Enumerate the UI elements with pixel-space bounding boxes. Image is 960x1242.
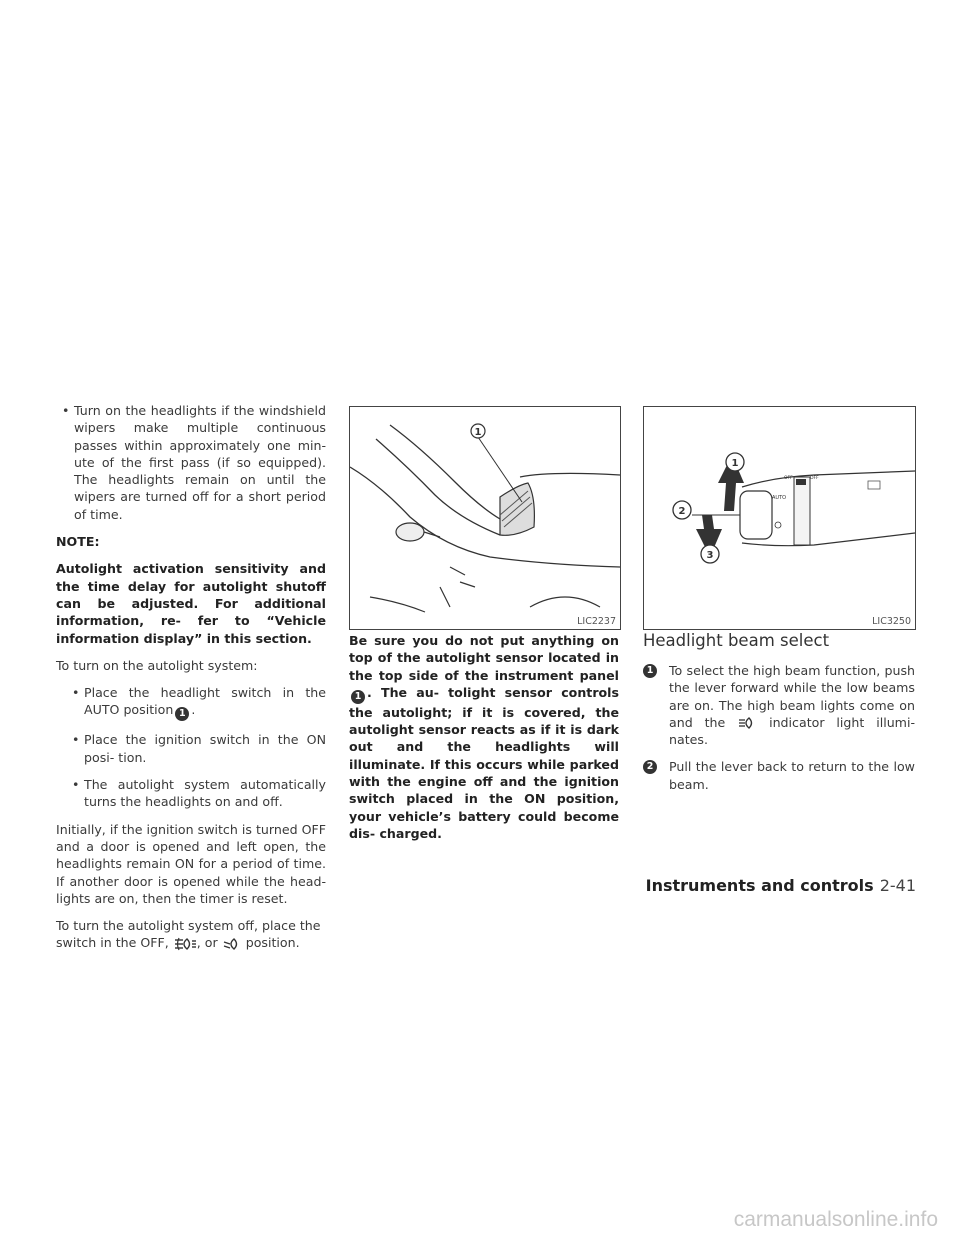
callout-2: 2 <box>678 506 686 517</box>
note-label: NOTE: <box>56 534 100 550</box>
section-heading: Headlight beam select <box>643 631 830 650</box>
callout-1: 1 <box>731 458 739 469</box>
wiper-bullet: • Turn on the headlights if the windshield wipers make multiple continuous passes within approximately one min‐ ute of the first pass (if so equipped). The headlights remain on until the wipers are turned off for a short period of time. <box>62 403 326 522</box>
autolight-off-paragraph: To turn the autolight system off, place the switch in the OFF, , or position. <box>56 918 321 951</box>
figure-headlight-lever <box>643 406 916 630</box>
headlight-lever-illustration <box>644 407 915 629</box>
dashboard-sensor-illustration <box>350 407 620 629</box>
switch-label-off-2: OFF <box>810 476 819 481</box>
figure-autolight-sensor <box>349 406 621 630</box>
footer-section: Instruments and controls <box>645 876 874 895</box>
callout-1-marker: 1 <box>351 690 365 704</box>
headlight-icon <box>222 937 242 951</box>
column-middle <box>349 632 619 852</box>
page-footer <box>646 876 916 895</box>
step-low-beam: 2 Pull the lever back to return to the low beam. <box>643 758 915 793</box>
step-automatic: • The autolight system automatically turns the headlights on and off. <box>72 777 326 810</box>
callout-3: 3 <box>706 550 714 561</box>
step-auto-position: • Place the headlight switch in the AUTO position 1 . <box>72 685 326 720</box>
callout-2-marker: 2 <box>643 760 657 774</box>
timer-paragraph: Initially, if the ignition switch is turned OFF and a door is opened and left open, the headlights remain ON for a period of time. If another door is opened while the head‐ lights are on, then the timer is reset. <box>56 821 326 906</box>
figure-code: LIC3250 <box>872 616 911 627</box>
high-beam-icon <box>737 716 757 730</box>
autolight-intro: To turn on the autolight system: <box>56 657 258 673</box>
column-right <box>643 662 915 803</box>
switch-label-off: OFF <box>784 476 793 481</box>
callout-1-marker: 1 <box>643 664 657 678</box>
sensor-warning: Be sure you do not put anything on top of the autolight sensor located in the top side of the instrument panel1 . The au‐ tolight sensor controls the autolight; if it is covered, the autolight sensor reacts as if it is dark out and the headlights will illuminate. If this occurs while parked with the engine off and the ignition switch placed in the ON position, your vehicle’s battery could become dis‐ charged. <box>349 633 619 841</box>
callout-1: 1 <box>474 427 482 438</box>
callout-1-marker: 1 <box>175 707 189 721</box>
figure-code: LIC2237 <box>577 616 616 627</box>
step-high-beam: 1 To select the high beam function, push the lever forward while the low beams are on. The high beam lights come on and the indicator light illumi‐ nates. <box>643 662 915 748</box>
column-left <box>56 402 326 962</box>
note-text: Autolight activation sensitivity and the time delay for autolight shutoff can be adjusted. For additional information, re‐ fer to “Vehicle information display” in this section. <box>56 561 326 646</box>
watermark: carmanualsonline.info <box>733 1208 938 1231</box>
page-number: 2-41 <box>879 876 916 895</box>
switch-label-auto: AUTO <box>772 495 787 501</box>
fog-light-icon <box>173 937 197 951</box>
step-ignition-on: • Place the ignition switch in the ON posi‐ tion. <box>72 732 326 765</box>
